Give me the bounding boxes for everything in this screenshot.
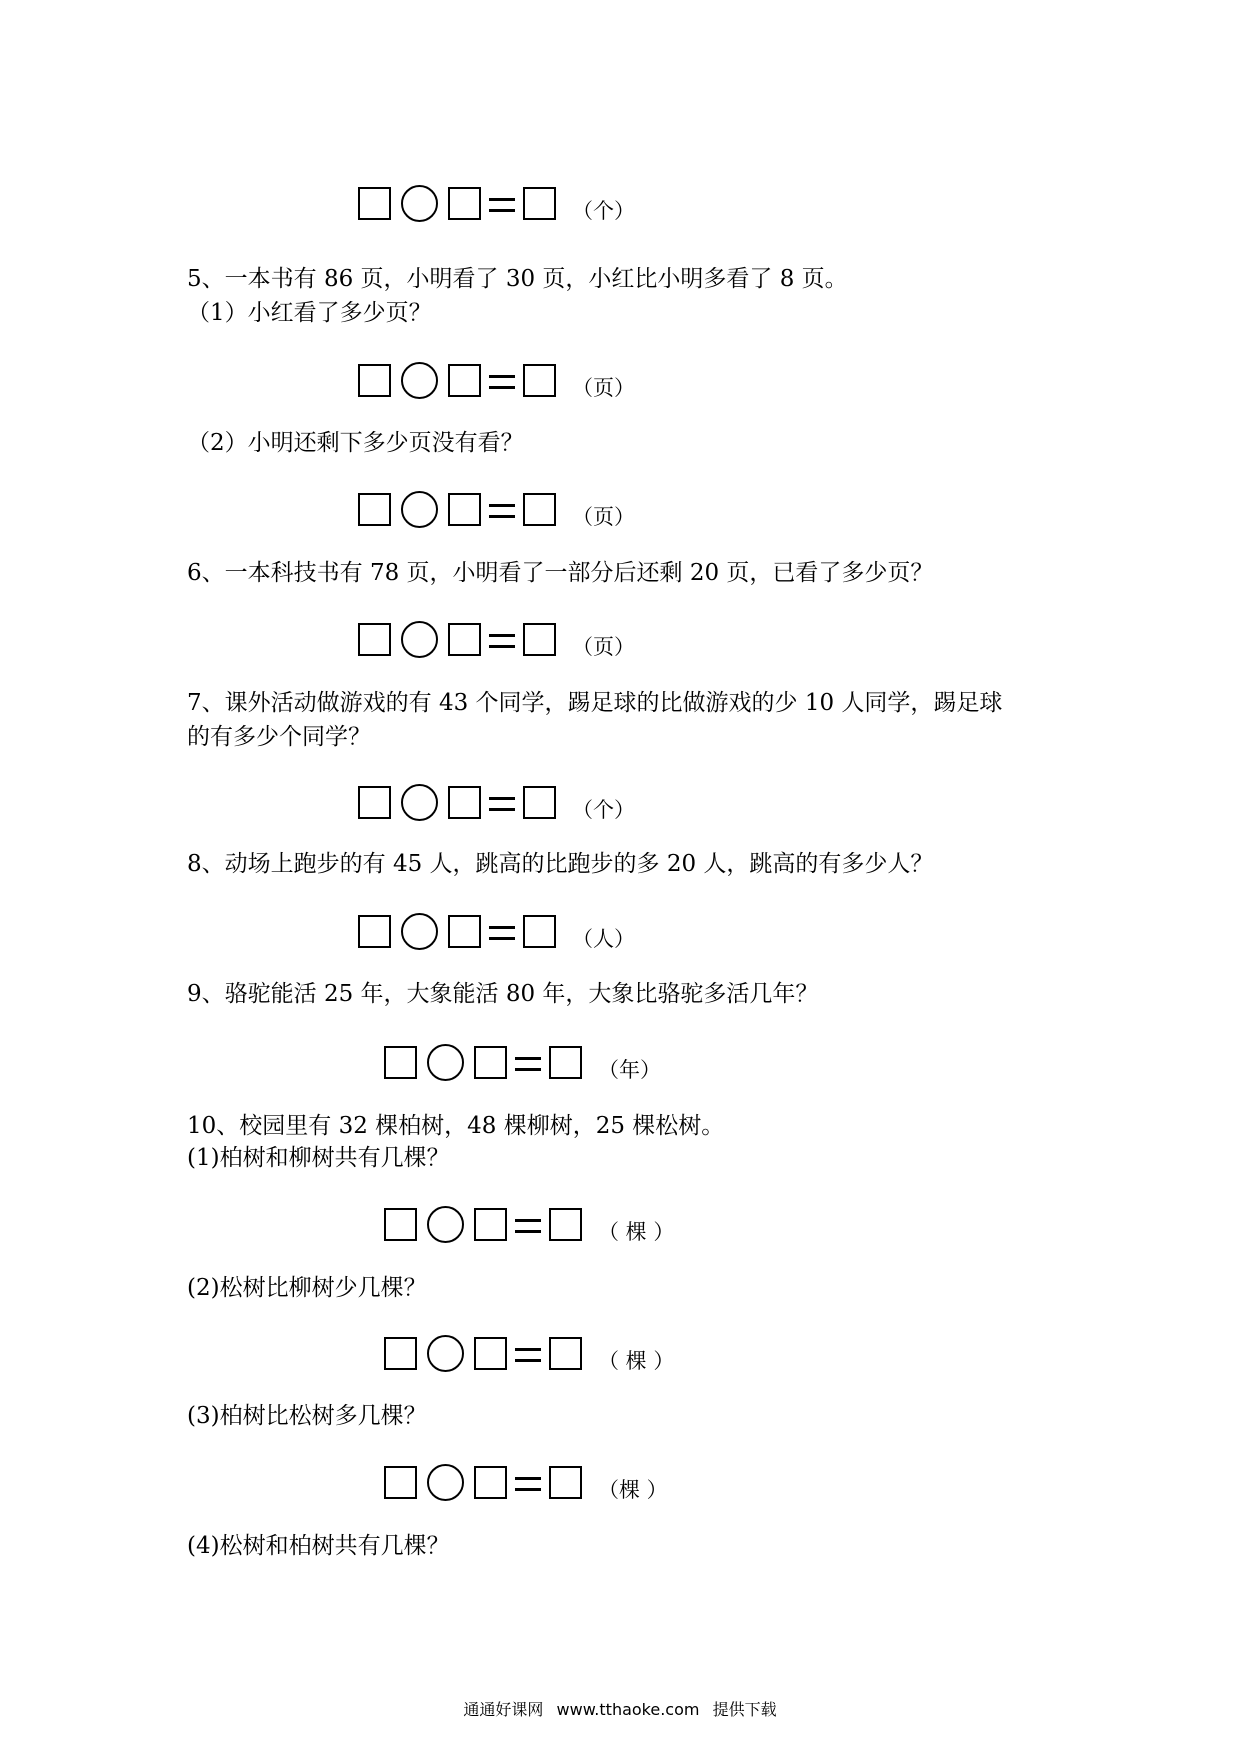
problem-9: 9、骆驼能活 25 年，大象能活 80 年，大象比骆驼多活几年？ (187, 981, 819, 1007)
equals-sign (489, 634, 515, 648)
equals-sign (515, 1219, 541, 1233)
answer-row-6 (358, 618, 635, 660)
equals-sign (489, 797, 515, 811)
answer-row-7 (358, 781, 635, 823)
answer-row-10-2 (384, 1332, 674, 1374)
problem-10: 10、校园里有 32 棵柏树，48 棵柳树，25 棵松树。 (187, 1113, 725, 1139)
answer-box[interactable] (474, 1337, 507, 1370)
unit-label: （ 棵 ） (598, 1349, 675, 1373)
operator-circle[interactable] (427, 1044, 464, 1081)
answer-box[interactable] (358, 623, 391, 656)
answer-box[interactable] (358, 493, 391, 526)
result-box[interactable] (549, 1208, 582, 1241)
result-box[interactable] (523, 623, 556, 656)
result-box[interactable] (549, 1337, 582, 1370)
equals-sign (489, 375, 515, 389)
answer-box[interactable] (448, 786, 481, 819)
result-box[interactable] (523, 786, 556, 819)
equals-sign (489, 926, 515, 940)
unit-label: （个） (572, 798, 635, 822)
problem-6: 6、一本科技书有 78 页，小明看了一部分后还剩 20 页，已看了多少页？ (187, 560, 934, 586)
result-box[interactable] (523, 493, 556, 526)
answer-box[interactable] (384, 1208, 417, 1241)
answer-box[interactable] (474, 1208, 507, 1241)
equals-sign (489, 504, 515, 518)
problem-5: 5、一本书有 86 页，小明看了 30 页，小红比小明多看了 8 页。 (187, 266, 848, 292)
problem-7-line-2: 的有多少个同学？ (187, 724, 371, 750)
equals-sign (515, 1477, 541, 1491)
answer-box[interactable] (474, 1046, 507, 1079)
answer-box[interactable] (384, 1466, 417, 1499)
problem-10-question-2: (2)松树比柳树少几棵？ (187, 1275, 427, 1301)
answer-row-10-1 (384, 1203, 674, 1245)
answer-row-10-3 (384, 1461, 668, 1503)
footer-site-name: 通通好课网 (463, 1700, 544, 1719)
unit-label: （ 棵 ） (598, 1220, 675, 1244)
equals-sign (515, 1057, 541, 1071)
result-box[interactable] (549, 1046, 582, 1079)
problem-10-question-4: (4)松树和柏树共有几棵？ (187, 1533, 450, 1559)
operator-circle[interactable] (427, 1206, 464, 1243)
equals-sign (515, 1348, 541, 1362)
operator-circle[interactable] (401, 621, 438, 658)
answer-box[interactable] (358, 915, 391, 948)
result-box[interactable] (549, 1466, 582, 1499)
answer-box[interactable] (384, 1337, 417, 1370)
unit-label: （棵 ） (598, 1478, 668, 1502)
answer-row-5-1 (358, 359, 635, 401)
problem-8: 8、动场上跑步的有 45 人，跳高的比跑步的多 20 人，跳高的有多少人？ (187, 851, 934, 877)
unit-label: （页） (572, 376, 635, 400)
answer-row-5-2 (358, 488, 635, 530)
unit-label: （人） (572, 927, 635, 951)
problem-10-question-3: (3)柏树比松树多几棵？ (187, 1403, 427, 1429)
result-box[interactable] (523, 187, 556, 220)
answer-row-9 (384, 1041, 661, 1083)
answer-row-8 (358, 910, 635, 952)
answer-box[interactable] (448, 493, 481, 526)
unit-label: （年） (598, 1058, 661, 1082)
answer-box[interactable] (448, 623, 481, 656)
operator-circle[interactable] (401, 362, 438, 399)
footer-suffix: 提供下载 (712, 1700, 777, 1719)
answer-box[interactable] (474, 1466, 507, 1499)
unit-label: （个） (572, 199, 635, 223)
problem-10-question-1: (1)柏树和柳树共有几棵？ (187, 1145, 450, 1171)
operator-circle[interactable] (401, 491, 438, 528)
operator-circle[interactable] (401, 185, 438, 222)
unit-label: （页） (572, 505, 635, 529)
operator-circle[interactable] (427, 1464, 464, 1501)
answer-box[interactable] (448, 915, 481, 948)
answer-row-top (358, 182, 635, 224)
footer-url[interactable]: www.tthaoke.com (556, 1700, 700, 1719)
result-box[interactable] (523, 915, 556, 948)
operator-circle[interactable] (427, 1335, 464, 1372)
problem-5-question-2: （2）小明还剩下多少页没有看？ (187, 430, 524, 456)
result-box[interactable] (523, 364, 556, 397)
answer-box[interactable] (358, 187, 391, 220)
footer (0, 1697, 1240, 1720)
problem-7-line-1: 7、课外活动做游戏的有 43 个同学，踢足球的比做游戏的少 10 人同学，踢足球 (187, 690, 1003, 716)
answer-box[interactable] (384, 1046, 417, 1079)
answer-box[interactable] (358, 364, 391, 397)
equals-sign (489, 198, 515, 212)
answer-box[interactable] (448, 187, 481, 220)
answer-box[interactable] (358, 786, 391, 819)
answer-box[interactable] (448, 364, 481, 397)
unit-label: （页） (572, 635, 635, 659)
operator-circle[interactable] (401, 784, 438, 821)
problem-5-question-1: （1）小红看了多少页？ (187, 300, 432, 326)
operator-circle[interactable] (401, 913, 438, 950)
